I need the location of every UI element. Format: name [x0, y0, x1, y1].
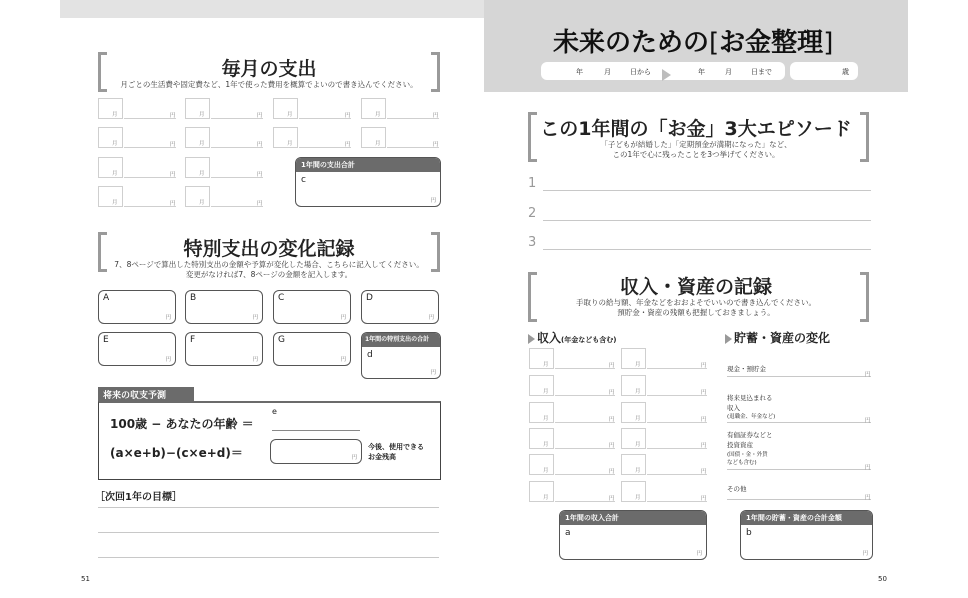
e-mark: e — [272, 407, 277, 416]
month-unit: 月 — [543, 389, 549, 395]
main-title — [553, 22, 833, 59]
month-field[interactable] — [621, 454, 646, 475]
month-field[interactable] — [621, 375, 646, 396]
month-field[interactable] — [529, 428, 554, 449]
asset-item-future-2: 収入 — [727, 404, 740, 412]
amount-field[interactable] — [555, 448, 615, 449]
goal-line[interactable] — [98, 507, 439, 508]
month-field[interactable] — [529, 348, 554, 369]
yen-unit: 円 — [609, 469, 615, 475]
month-unit: 月 — [635, 362, 641, 368]
yen-unit: 円 — [701, 496, 707, 502]
yen-unit: 円 — [170, 113, 176, 119]
forecast-equation-1: 100歳 − あなたの年齢 ＝ — [110, 417, 254, 431]
month-unit: 月 — [543, 362, 549, 368]
amount-field[interactable] — [387, 147, 439, 148]
episode-desc-2: この1年で心に残ったことを3つ挙げてください。 — [612, 150, 780, 159]
amount-field[interactable] — [555, 368, 615, 369]
yen-unit: 円 — [257, 142, 263, 148]
special-total-letter: d — [367, 350, 373, 360]
yen-unit: 円 — [257, 113, 263, 119]
special-expense-box[interactable] — [185, 290, 263, 324]
end-day: 日まで — [751, 68, 772, 76]
special-expense-box[interactable] — [98, 290, 176, 324]
amount-field[interactable] — [211, 177, 263, 178]
month-field[interactable] — [98, 157, 123, 178]
asset-line[interactable] — [727, 422, 871, 423]
yen-unit: 円 — [865, 372, 871, 378]
month-unit: 月 — [543, 442, 549, 448]
yen-unit: 円 — [865, 418, 871, 424]
page-number-right: 50 — [878, 575, 887, 583]
yen-unit: 円 — [428, 315, 434, 321]
yen-unit: 円 — [340, 357, 346, 363]
asset-item-future-3: (退職金、年金など) — [727, 414, 776, 420]
special-desc-1: 7、8ページで算出した特別支出の金額や予算が変化した場合、こちらに記入してください。 — [114, 260, 424, 269]
amount-field[interactable] — [555, 501, 615, 502]
month-field[interactable] — [185, 127, 210, 148]
month-unit: 月 — [199, 171, 205, 177]
month-field[interactable] — [529, 481, 554, 502]
start-day: 日から — [630, 68, 651, 76]
month-unit: 月 — [635, 468, 641, 474]
forecast-note-2: お金残高 — [368, 453, 396, 461]
special-expense-box[interactable] — [98, 332, 176, 366]
yen-unit: 円 — [351, 455, 357, 461]
special-desc-2: 変更がなければ7、8ページの金額を記入します。 — [185, 270, 353, 279]
yen-unit: 円 — [701, 390, 707, 396]
episode-line-3[interactable] — [543, 249, 871, 250]
month-unit: 月 — [543, 468, 549, 474]
special-expense-letter: C — [278, 293, 285, 303]
yen-unit: 円 — [345, 142, 351, 148]
top-band-left — [60, 0, 484, 18]
yen-unit: 円 — [257, 201, 263, 207]
asset-item-securities-3: (国債・金・外貨 — [727, 452, 768, 458]
amount-field[interactable] — [211, 118, 263, 119]
episode-title: この1年間の「お金」3大エピソード — [540, 118, 852, 140]
income-label: 収入(年金なども含む) — [528, 329, 616, 346]
income-total-letter: a — [565, 528, 571, 538]
month-field[interactable] — [621, 481, 646, 502]
yen-unit: 円 — [433, 142, 439, 148]
episode-line-2[interactable] — [543, 220, 871, 221]
yen-unit: 円 — [609, 496, 615, 502]
asset-item-securities-4: なども含む) — [727, 460, 757, 466]
month-field[interactable] — [185, 157, 210, 178]
main-title-text: 未来のための — [553, 28, 710, 58]
month-unit: 月 — [543, 416, 549, 422]
amount-field[interactable] — [647, 368, 707, 369]
yen-unit: 円 — [609, 417, 615, 423]
asset-item-securities-1: 有価証券などと — [727, 431, 773, 439]
amount-field[interactable] — [211, 147, 263, 148]
special-expense-box[interactable] — [273, 332, 351, 366]
yen-unit: 円 — [257, 172, 263, 178]
income-total-label: 1年間の収入合計 — [560, 511, 706, 525]
amount-field[interactable] — [647, 448, 707, 449]
amount-field[interactable] — [647, 422, 707, 423]
special-expense-letter: F — [190, 335, 196, 345]
amount-field[interactable] — [299, 147, 351, 148]
yen-unit: 円 — [340, 315, 346, 321]
main-title-boxed: お金整理 — [719, 28, 824, 58]
yen-unit: 円 — [170, 142, 176, 148]
amount-field[interactable] — [387, 118, 439, 119]
month-field[interactable] — [621, 402, 646, 423]
month-unit: 月 — [199, 200, 205, 206]
month-field[interactable] — [529, 375, 554, 396]
yen-unit: 円 — [609, 443, 615, 449]
asset-total-box[interactable] — [740, 510, 873, 560]
arrow-icon — [662, 64, 673, 83]
special-expense-box[interactable] — [185, 332, 263, 366]
yen-unit: 円 — [170, 201, 176, 207]
forecast-label: 将来の収支予測 — [103, 391, 167, 401]
start-month: 月 — [604, 68, 611, 76]
remaining-money-field[interactable] — [270, 439, 362, 464]
goal-label: ［次回1年の目標］ — [95, 492, 182, 503]
episode-number-2: 2 — [528, 206, 537, 221]
amount-field[interactable] — [555, 395, 615, 396]
amount-field[interactable] — [647, 474, 707, 475]
amount-field[interactable] — [211, 206, 263, 207]
asset-item-securities-2: 投資資産 — [727, 441, 753, 449]
yen-unit: 円 — [165, 357, 171, 363]
asset-total-letter: b — [746, 528, 752, 538]
income-title: 収入・資産の記録 — [619, 276, 772, 298]
yen-unit: 円 — [433, 113, 439, 119]
yen-unit: 円 — [165, 315, 171, 321]
special-total-label: 1年間の特別支出の合計 — [362, 333, 440, 347]
amount-field[interactable] — [555, 422, 615, 423]
yen-unit: 円 — [252, 315, 258, 321]
yen-unit: 円 — [252, 357, 258, 363]
bracket-close: ] — [823, 28, 834, 58]
episode-desc-1: 「子どもが結婚した」「定期預金が満期になった」など、 — [600, 140, 792, 149]
month-unit: 月 — [112, 141, 118, 147]
month-unit: 月 — [375, 141, 381, 147]
yen-unit: 円 — [701, 363, 707, 369]
episode-number-3: 3 — [528, 235, 537, 250]
yen-unit: 円 — [696, 551, 702, 557]
monthly-title: 毎月の支出 — [221, 58, 317, 80]
forecast-equation-2: (a×e+b)−(c×e+d)＝ — [110, 446, 243, 460]
month-field[interactable] — [361, 98, 386, 119]
month-unit: 月 — [199, 141, 205, 147]
yen-unit: 円 — [865, 465, 871, 471]
month-unit: 月 — [112, 112, 118, 118]
special-total-box[interactable] — [361, 332, 441, 379]
special-expense-letter: A — [103, 293, 110, 303]
month-field[interactable] — [98, 127, 123, 148]
month-field[interactable] — [98, 186, 123, 207]
page-number-left: 51 — [81, 575, 90, 583]
month-unit: 月 — [287, 112, 293, 118]
special-expense-letter: D — [366, 293, 373, 303]
yen-unit: 円 — [170, 172, 176, 178]
month-field[interactable] — [98, 98, 123, 119]
forecast-note-1: 今後、使用できる — [368, 443, 424, 451]
month-field[interactable] — [185, 186, 210, 207]
special-expense-letter: G — [278, 335, 285, 345]
month-unit: 月 — [635, 442, 641, 448]
yen-unit: 円 — [701, 469, 707, 475]
asset-item-cash: 現金・預貯金 — [727, 365, 766, 373]
expense-total-label: 1年間の支出合計 — [296, 158, 440, 172]
month-field[interactable] — [273, 127, 298, 148]
month-field[interactable] — [185, 98, 210, 119]
income-desc-1: 手取りの給与額、年金などをおおよそでいいので書き込んでください。 — [576, 298, 816, 307]
amount-field[interactable] — [124, 177, 176, 178]
month-unit: 月 — [375, 112, 381, 118]
month-field[interactable] — [361, 127, 386, 148]
month-field[interactable] — [529, 454, 554, 475]
amount-field[interactable] — [124, 206, 176, 207]
special-expense-box[interactable] — [273, 290, 351, 324]
goal-line[interactable] — [98, 557, 439, 558]
savings-label: 貯蓄・資産の変化 — [725, 329, 830, 346]
yen-unit: 円 — [865, 495, 871, 501]
asset-line[interactable] — [727, 469, 871, 470]
month-field[interactable] — [529, 402, 554, 423]
forecast-box — [98, 401, 441, 480]
yen-unit: 円 — [430, 370, 436, 376]
amount-field[interactable] — [647, 395, 707, 396]
age-unit: 歳 — [842, 68, 849, 76]
asset-line[interactable] — [727, 376, 871, 377]
goal-line[interactable] — [98, 532, 439, 533]
expense-total-box[interactable] — [295, 157, 441, 207]
asset-item-other: その他 — [727, 485, 747, 493]
yen-unit: 円 — [430, 198, 436, 204]
month-field[interactable] — [621, 428, 646, 449]
amount-field[interactable] — [124, 118, 176, 119]
income-desc-2: 預貯金・資産の残額も把握しておきましょう。 — [617, 308, 775, 317]
bracket-open: [ — [709, 28, 720, 58]
amount-field[interactable] — [647, 501, 707, 502]
month-field[interactable] — [621, 348, 646, 369]
month-unit: 月 — [635, 495, 641, 501]
yen-unit: 円 — [345, 113, 351, 119]
month-unit: 月 — [635, 389, 641, 395]
special-expense-box[interactable] — [361, 290, 439, 324]
month-unit: 月 — [543, 495, 549, 501]
episode-line-1[interactable] — [543, 190, 871, 191]
month-field[interactable] — [273, 98, 298, 119]
asset-item-future-1: 将来見込まれる — [727, 394, 773, 402]
age-field[interactable] — [272, 430, 360, 431]
yen-unit: 円 — [609, 390, 615, 396]
yen-unit: 円 — [862, 551, 868, 557]
special-expense-letter: B — [190, 293, 197, 303]
triangle-icon — [528, 334, 535, 344]
yen-unit: 円 — [701, 417, 707, 423]
amount-field[interactable] — [299, 118, 351, 119]
monthly-desc: 月ごとの生活費や固定費など、1年で使った費用を概算でよいので書き込んでください。 — [120, 80, 418, 89]
amount-field[interactable] — [124, 147, 176, 148]
month-unit: 月 — [112, 200, 118, 206]
end-year: 年 — [698, 68, 705, 76]
episode-number-1: 1 — [528, 176, 537, 191]
income-total-box[interactable] — [559, 510, 707, 560]
yen-unit: 円 — [701, 443, 707, 449]
month-unit: 月 — [287, 141, 293, 147]
month-unit: 月 — [112, 171, 118, 177]
expense-total-letter: c — [301, 175, 306, 185]
end-month: 月 — [725, 68, 732, 76]
triangle-icon — [725, 334, 732, 344]
special-expense-letter: E — [103, 335, 109, 345]
month-unit: 月 — [635, 416, 641, 422]
asset-total-label: 1年間の貯蓄・資産の合計金額 — [741, 511, 872, 525]
amount-field[interactable] — [555, 474, 615, 475]
special-title: 特別支出の変化記録 — [183, 238, 355, 260]
month-unit: 月 — [199, 112, 205, 118]
yen-unit: 円 — [609, 363, 615, 369]
asset-line[interactable] — [727, 499, 871, 500]
start-year: 年 — [576, 68, 583, 76]
